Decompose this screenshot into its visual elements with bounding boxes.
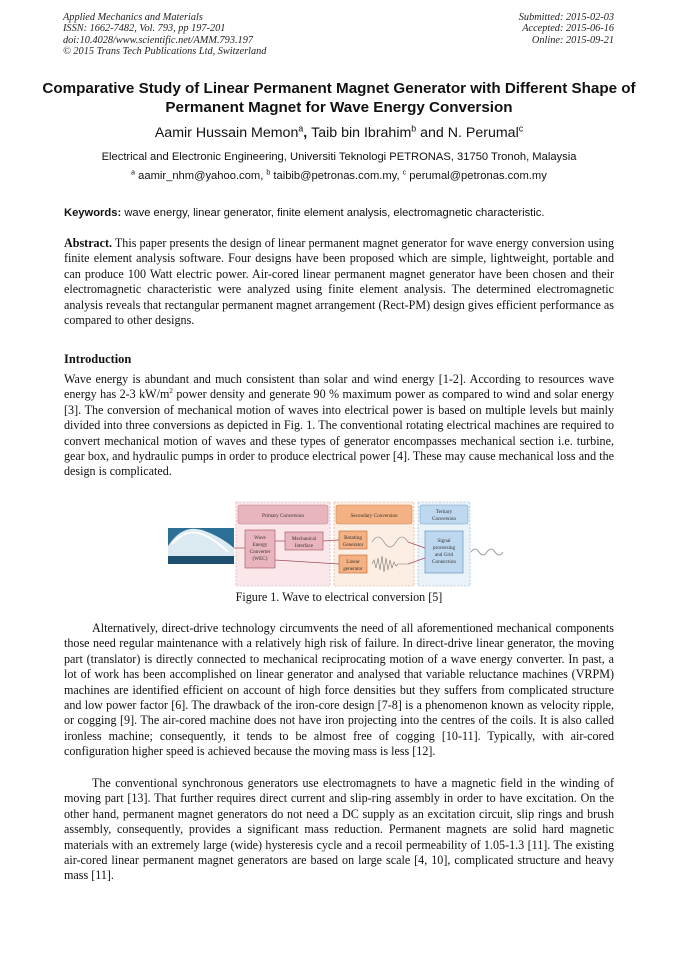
figure-1-diagram [168, 498, 520, 588]
svg-text:Mechanical: Mechanical [291, 536, 317, 542]
intro-paragraph-2: Alternatively, direct-drive technology circumvents the need of all aforementioned mechanical components those need regular maintenance with a relatively high risk of failure. In direct-drive linear generator, the moving part (translator) is directly connected to mechanical reciprocating motion of a wave energy converter. In past, a lot of work has been accomplished on linear generator and analysed that variable reluctance machines (VRPM) machines are identified efficient on account of high force densities but they suffers from complicated structure and low power factor [6]. The drawback of the iron-core design [7-8] is a phenomenon known as velocity ripple, or cogging [9]. The air-cored machine does not have iron projecting into the centres of the coils. It is also called ironless machine; consequently, it tends to be almost free of cogging [10-11]. Typically, with air-cored configuration higher speed is achieved because the moving mass is less [12]. [64, 621, 614, 759]
abstract [64, 236, 614, 328]
svg-text:(WEC): (WEC) [252, 556, 268, 562]
primary-conversion-label: Primary Conversion [262, 513, 304, 519]
figure-caption: Figure 1. Wave to electrical conversion [5] [235, 590, 443, 604]
svg-text:Wave: Wave [254, 535, 266, 541]
dates-header [519, 12, 614, 46]
doi-line: doi:10.4028/www.scientific.net/AMM.793.197 [63, 34, 253, 46]
author-name: N. Perumal [447, 125, 519, 141]
svg-text:Tertiary: Tertiary [435, 509, 453, 515]
issn-line: ISSN: 1662-7482, Vol. 793, pp 197-201 [63, 23, 226, 35]
svg-text:Rotating: Rotating [344, 535, 362, 541]
svg-text:Energy: Energy [252, 542, 268, 548]
paper-title: Comparative Study of Linear Permanent Magnet Generator with Different Shape of Permanent Magnet for Wave Energy Conversion [42, 80, 636, 116]
svg-text:Conversion: Conversion [432, 516, 456, 522]
copyright-line: © 2015 Trans Tech Publications Ltd, Switzerland [63, 46, 267, 58]
svg-text:generator: generator [343, 566, 363, 572]
svg-text:Interface: Interface [294, 543, 314, 549]
abstract-text: This paper presents the design of linear permanent magnet generator for wave energy conversion using finite element analysis software. Four designs have been proposed which are simple, lightweight, portable and can produce 100 Watt electric power. Air-cored linear permanent magnet generator have been chosen and their electromagnetic characteristic were analyzed using finite element analysis. The determined electromagnetic analysis reveals that rectangular permanent magnet arrangement (Rect-PM) design gives efficient performance as compared to other designs. [64, 236, 614, 328]
author-affil-mark: a [298, 123, 304, 134]
journal-header [63, 12, 266, 58]
author-name: Taib bin Ibrahim [311, 125, 412, 141]
svg-text:Signal: Signal [437, 538, 451, 544]
submitted-date: Submitted: 2015-02-03 [518, 12, 614, 23]
svg-text:Linear: Linear [346, 559, 360, 565]
email-link[interactable]: perumal@petronas.com.my [409, 170, 547, 182]
author-affil-mark: b [411, 123, 417, 134]
affiliation: Electrical and Electronic Engineering, Universiti Teknologi PETRONAS, 31750 Tronoh, Malaysia [101, 151, 577, 163]
email-link[interactable]: aamir_nhm@yahoo.com [138, 170, 261, 182]
section-heading: Introduction [64, 352, 132, 366]
author-list: Aamir Hussain Memon$^a$, Taib bin Ibrahim$^b$ and N. Perumal$^c$ [154, 123, 524, 141]
email-link[interactable]: taibib@petronas.com.my [273, 170, 397, 182]
intro-paragraph-3: The conventional synchronous generators use electromagnets to have a magnetic field in the winding of moving part [13]. That further requires direct current and slip-ring assembly in order to have excitation. On the other hand, permanent magnet generators do not need a DC supply as an excitation circuit, slip rings and brush assembly, consequently, provides a significant mass reduction. Permanent magnets are solid hard magnetic materials with an extremely large (wide) hysteresis cycle and a recoil permeability of 1.05-1.3 [11]. The existing air-cored linear permanent magnet generators are based on large scale [4, 10], complicated structure and heavy mass [11]. [64, 776, 614, 883]
keywords-label: Keywords: [64, 207, 122, 219]
secondary-conversion-label: Secondary Conversion [350, 513, 398, 519]
svg-text:and Grid: and Grid [434, 552, 454, 558]
keywords [64, 206, 624, 220]
keywords-text: wave energy, linear generator, finite element analysis, electromagnetic characteristic. [124, 207, 545, 219]
output-sine-waveform [471, 549, 503, 555]
wave-photo [168, 528, 234, 564]
author-name: Aamir Hussain Memon [154, 125, 299, 141]
author-affil-mark: c [518, 123, 524, 134]
online-date: Online: 2015-09-21 [531, 34, 614, 46]
email-list: $^a$ aamir_nhm@yahoo.com, $^b$ taibib@petronas.com.my, $^c$ perumal@petronas.com.my [131, 169, 547, 182]
accepted-date: Accepted: 2015-06-16 [522, 23, 614, 35]
svg-text:Converter: Converter [249, 549, 271, 555]
abstract-label: Abstract. [64, 236, 113, 250]
svg-text:processing: processing [432, 545, 456, 551]
intro-paragraph-1: Wave energy is abundant and much consistent than solar and wind energy [1-2]. According to resources wave energy has 2-3 $kW/m^2$ power density and generate 90 % maximum power as compared to wind and solar energy [3]. The conversion of mechanical motion of waves into electrical power is based on multiple levels but mainly divided into three conversions as depicted in Fig. 1. The conventional rotating electrical machines are required to convert mechanical motion of waves and these types of generator encompasses mechanical section i.e. turbine, gear box, and hydraulic pumps in order to produce electrical power [4]. These may cause mechanical loss and the design is complicated. [64, 372, 614, 479]
svg-text:Connection: Connection [432, 559, 456, 565]
svg-text:Generator: Generator [342, 542, 364, 548]
journal-name: Applied Mechanics and Materials [63, 12, 203, 23]
